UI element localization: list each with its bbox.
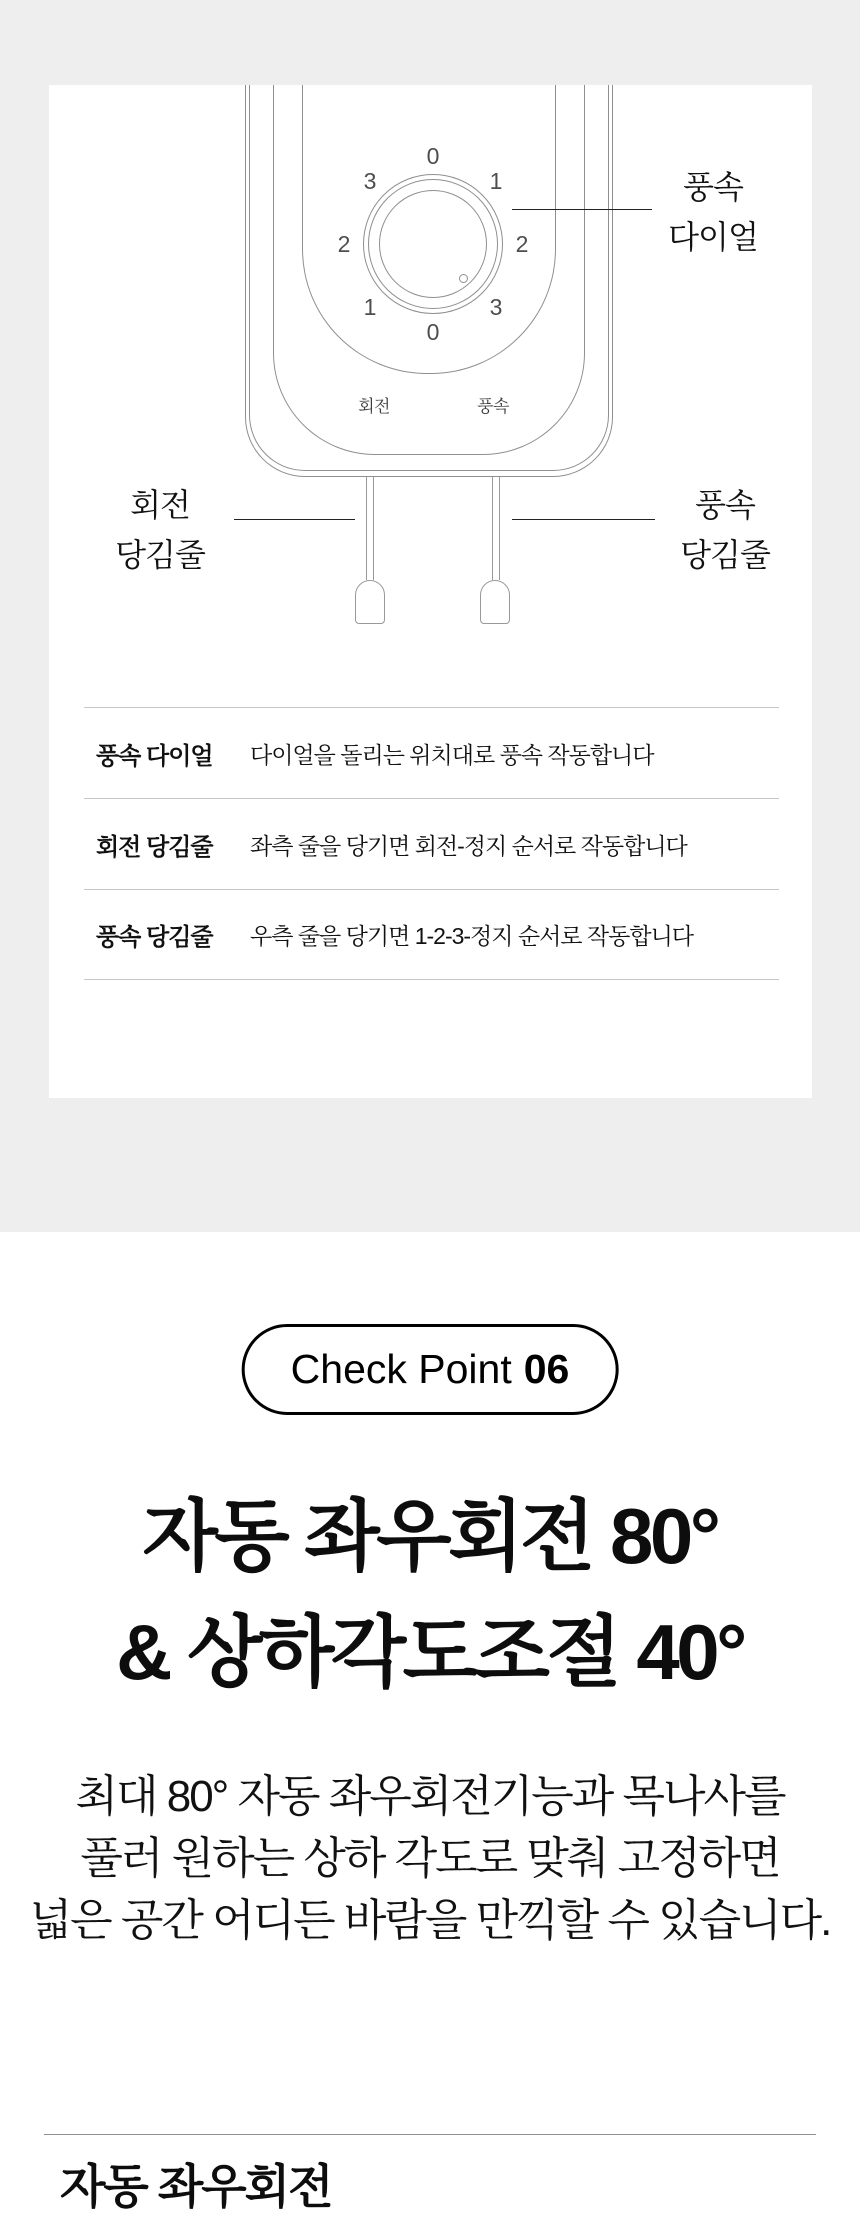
description-line-1: 최대 80° 자동 좌우회전기능과 목나사를 — [75, 1772, 785, 1821]
callout-text: 회전 — [130, 487, 190, 523]
speed-dial-knob — [379, 190, 487, 298]
dial-number: 3 — [489, 294, 503, 320]
section-headline — [0, 1478, 860, 1710]
dial-number: 2 — [337, 231, 351, 257]
speed-cord-handle — [480, 580, 510, 624]
dial-number: 1 — [363, 294, 377, 320]
control-diagram-card — [49, 85, 812, 1098]
dial-number: 0 — [426, 143, 440, 169]
table-row — [84, 707, 779, 798]
callout-text: 당김줄 — [115, 537, 205, 573]
callout-line-rotation-cord — [234, 519, 355, 520]
spec-table — [84, 707, 779, 980]
checkpoint-badge — [242, 1324, 619, 1415]
callout-speed-cord — [645, 480, 805, 580]
callout-line-speed-cord — [512, 519, 655, 520]
headline-line-2: & 상하각도조절 40° — [116, 1608, 744, 1696]
description-line-2: 풀러 원하는 상하 각도로 맞춰 고정하면 — [80, 1834, 780, 1883]
callout-text: 풍속 — [683, 169, 743, 205]
footer-section-title: 자동 좌우회전 — [60, 2160, 332, 2213]
row-label: 풍속 당김줄 — [96, 924, 213, 951]
footer-section-divider — [44, 2134, 816, 2135]
rotation-pull-cord — [366, 477, 374, 580]
row-label: 회전 당김줄 — [96, 833, 213, 861]
callout-rotation-cord — [80, 480, 240, 580]
callout-text: 당김줄 — [680, 537, 770, 573]
table-row — [84, 798, 779, 889]
dial-number: 0 — [426, 319, 440, 345]
headline-line-1: 자동 좌우회전 80° — [142, 1492, 718, 1580]
device-label-speed: 풍속 — [477, 397, 509, 416]
row-description: 우측 줄을 당기면 1-2-3-정지 순서로 작동합니다 — [250, 923, 694, 949]
dial-number: 2 — [515, 231, 529, 257]
row-description: 좌측 줄을 당기면 회전-정지 순서로 작동합니다 — [250, 832, 687, 859]
row-description: 다이얼을 돌리는 위치대로 풍속 작동합니다 — [250, 741, 654, 768]
callout-line-dial — [512, 209, 652, 210]
callout-text: 다이얼 — [668, 219, 758, 255]
row-label: 풍속 다이얼 — [96, 742, 213, 770]
section-description — [0, 1766, 860, 1952]
rotation-cord-handle — [355, 580, 385, 624]
description-line-3: 넓은 공간 어디든 바람을 만끽할 수 있습니다. — [29, 1896, 831, 1945]
dial-number: 3 — [363, 168, 377, 194]
dial-number: 1 — [489, 168, 503, 194]
speed-dial-indicator-dot — [459, 274, 468, 283]
checkpoint-number: 06 — [523, 1346, 570, 1392]
table-row — [84, 889, 779, 980]
speed-pull-cord — [492, 477, 500, 580]
device-label-rotation: 회전 — [358, 397, 390, 416]
callout-text: 풍속 — [695, 487, 755, 523]
checkpoint-label: Check Point — [290, 1346, 512, 1392]
callout-speed-dial — [633, 162, 793, 262]
